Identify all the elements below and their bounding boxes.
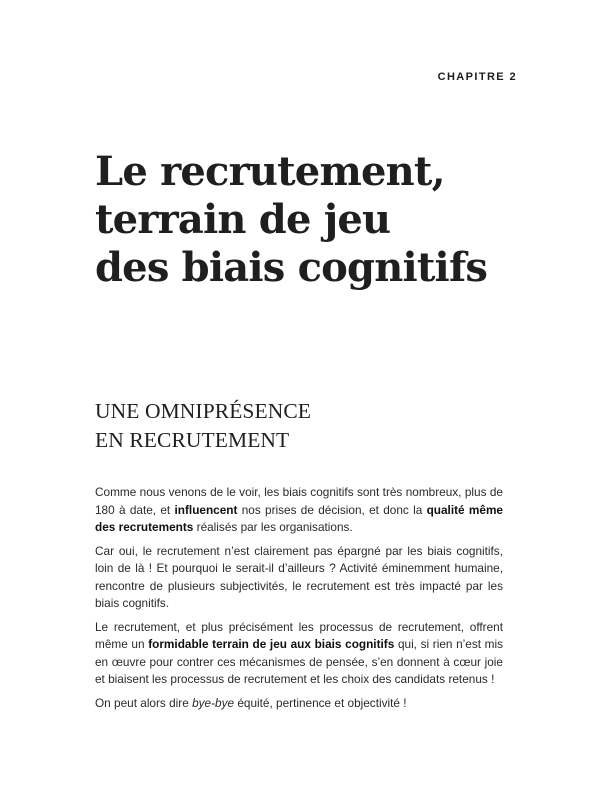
chapter-title-line-3: des biais cognitifs (95, 244, 488, 291)
chapter-title-line-1: Le recrutement, (95, 148, 445, 195)
paragraph-1-bold-2: qualité même des recrutements (95, 502, 503, 534)
paragraph-4-italic-1: bye-bye (192, 695, 235, 710)
section-heading-line-2: EN RECRUTEMENT (95, 428, 290, 452)
paragraph-1-text-1: Comme nous venons de le voir, les biais cognitifs sont très nombreux, plus de 180 à date, et (95, 485, 503, 517)
paragraph-3-bold-1: formidable terrain de jeu aux biais cognitifs (148, 637, 395, 651)
paragraph-3-text-1: Le recrutement, et plus précisément les processus de recrutement, offrent même un (95, 619, 503, 651)
paragraph-3 (95, 619, 503, 689)
body-text (95, 484, 503, 718)
paragraph-4-text-2: équité, pertinence et objectivité ! (234, 695, 407, 710)
paragraph-1-text-3: réalisés par les organisations. (193, 520, 353, 534)
paragraph-4-text-1: On peut alors dire (95, 695, 193, 710)
paragraph-1-text-2: nos prises de décision, et donc la (237, 502, 427, 517)
paragraph-1 (95, 484, 503, 537)
chapter-title-line-2: terrain de jeu (95, 196, 391, 243)
paragraph-3-text-2: qui, si rien n’est mis en œuvre pour contrer ces mécanismes de pensée, s’en donnent à cœur joie et biaisent les processus de recrutement et les choix des candidats retenus ! (95, 637, 504, 686)
chapter-title (95, 148, 535, 292)
paragraph-1-bold-1: influencent (174, 502, 238, 517)
section-heading (95, 397, 515, 455)
paragraph-4 (95, 695, 503, 713)
section-heading-line-1: UNE OMNIPRÉSENCE (95, 399, 312, 423)
paragraph-2: Car oui, le recrutement n’est clairement pas épargné par les biais cognitifs, loin de là ! Et pourquoi le serait-il d’ailleurs ? Activité éminemment humaine, rencontre de plusieurs subjectivités, le recrutement est très impacté par les biais cognitifs. (95, 543, 503, 610)
chapter-label: CHAPITRE 2 (437, 71, 517, 83)
